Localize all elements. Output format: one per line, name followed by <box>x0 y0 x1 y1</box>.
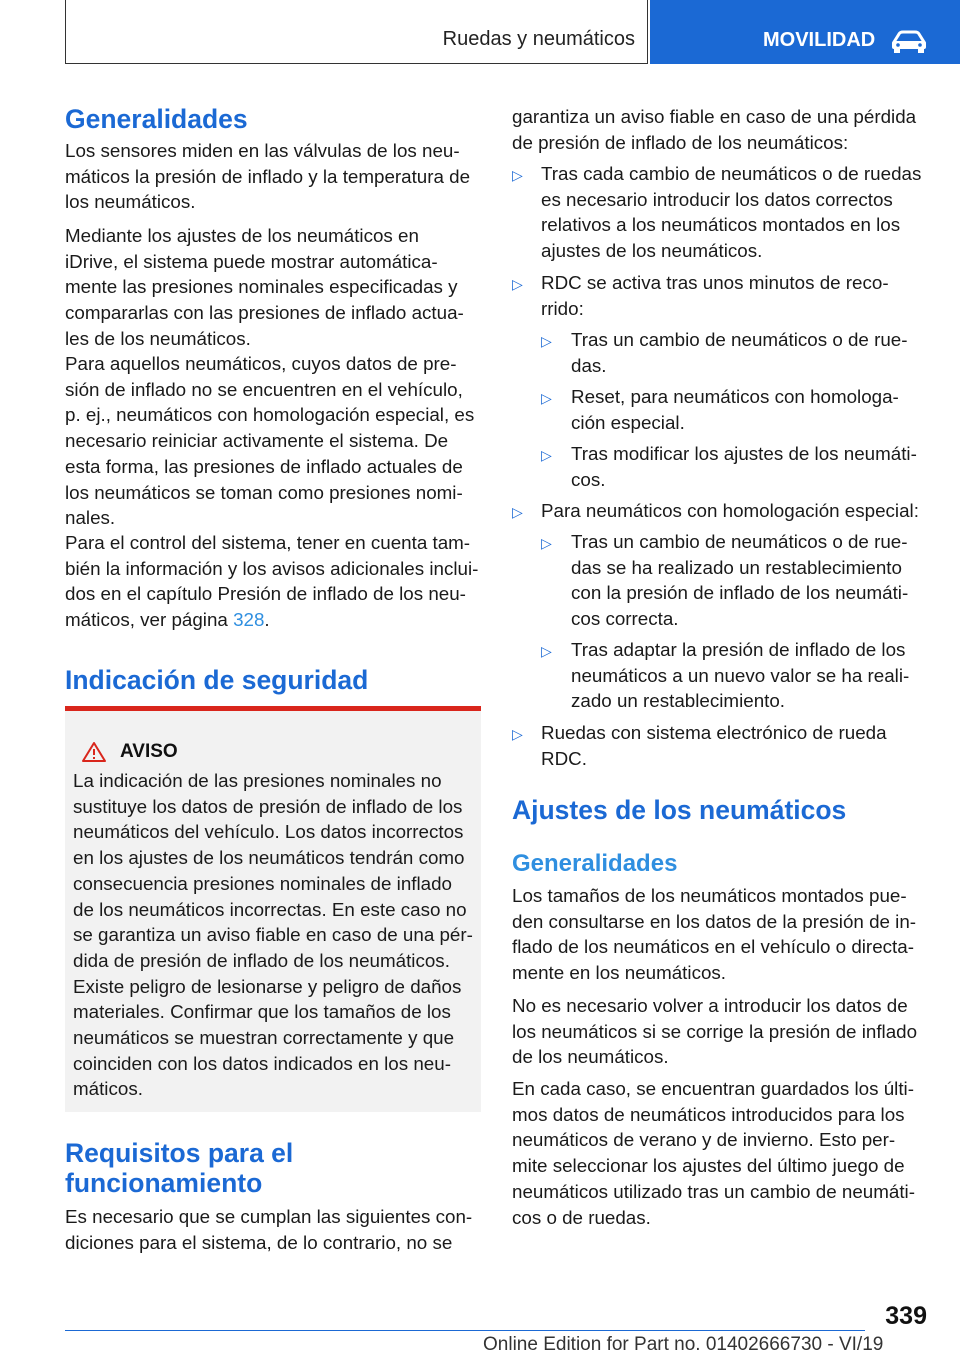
text-line: RDC. <box>541 747 587 769</box>
paragraph-control <box>65 530 481 633</box>
text-line: Los sensores miden en las válvulas de los neu- <box>65 140 460 161</box>
text-line: les de los neumáticos. <box>65 327 251 349</box>
bullet-icon: ▷ <box>512 504 523 520</box>
text-line: mos datos de neumáticos introducidos para los <box>512 1103 905 1125</box>
text-line: máticos. <box>73 1078 143 1100</box>
text-line: Tras modificar los ajustes de los neumáti- <box>571 443 917 464</box>
text-line: No es necesario volver a introducir los datos de <box>512 995 908 1016</box>
text-line: mente las presiones nominales especificadas y <box>65 276 458 298</box>
warning-triangle-icon <box>81 741 107 763</box>
text-line: los neumáticos. <box>65 191 196 213</box>
text-line: das se ha realizado un restablecimiento <box>571 556 902 578</box>
footer-divider <box>65 1330 865 1331</box>
text-fragment: máticos, ver página <box>65 609 234 631</box>
text-line: bién la información y los avisos adicionales inclui- <box>65 557 479 579</box>
heading-line: funcionamiento <box>65 1168 263 1198</box>
text-line: con la presión de inflado de los neumáti- <box>571 582 909 604</box>
text-line: los neumáticos se toman como presiones nomi- <box>65 481 463 503</box>
text-line: los neumáticos si se corrige la presión de inflado <box>512 1020 918 1042</box>
text-line: neumáticos del vehículo. Los datos incorrectos <box>73 821 464 843</box>
heading-line: Requisitos para el <box>65 1138 294 1168</box>
text-line: coinciden con los datos indicados en los neu- <box>73 1052 451 1074</box>
text-line: zado un restablecimiento. <box>571 690 786 712</box>
text-line: Mediante los ajustes de los neumáticos en <box>65 225 419 246</box>
text-line: p. ej., neumáticos con homologación especial, es <box>65 404 475 426</box>
footer-edition: Online Edition for Part no. 01402666730 - VI/19 <box>483 1334 884 1355</box>
text-line: Tras un cambio de neumáticos o de rue- <box>571 329 908 350</box>
text-line: de presión de inflado de los neumáticos: <box>512 131 849 153</box>
list-item <box>541 498 931 524</box>
warning-box <box>65 706 481 1112</box>
bullet-icon: ▷ <box>512 726 523 742</box>
text-line: iDrive, el sistema puede mostrar automática- <box>65 250 438 272</box>
text-line: Reset, para neumáticos con homologa- <box>571 386 899 407</box>
list-item <box>541 161 931 264</box>
text-line: neumáticos se muestran correctamente y que <box>73 1027 455 1049</box>
text-line <box>65 607 481 633</box>
text-line: de los neumáticos. <box>512 1046 669 1068</box>
warning-text <box>73 768 473 1102</box>
list-subitem <box>571 529 931 632</box>
text-line: En cada caso, se encuentran guardados los últi- <box>512 1078 914 1099</box>
heading-ajustes: Ajustes de los neumáticos <box>512 795 847 825</box>
bullet-icon: ▷ <box>541 535 552 551</box>
page-reference-link[interactable]: 328 <box>233 609 265 631</box>
text-line: compararlas con las presiones de inflado actua- <box>65 302 464 324</box>
text-line: dida de presión de inflado de los neumáticos. <box>73 949 450 971</box>
text-line: nales. <box>65 507 116 529</box>
text-line: mite seleccionar los ajustes del último juego de <box>512 1155 905 1177</box>
page-number: 339 <box>885 1302 927 1330</box>
text-line: relativos a los neumáticos montados en los <box>541 214 901 236</box>
text-line: neumáticos a un nuevo valor se ha reali- <box>571 664 910 686</box>
paragraph-no-necesario <box>512 993 930 1070</box>
warning-title: AVISO <box>120 741 178 762</box>
text-fragment: . <box>264 609 270 631</box>
text-line: mente en los neumáticos. <box>512 962 727 984</box>
text-line: de los neumáticos incorrectas. En este caso no <box>73 898 467 920</box>
text-line: Es necesario que se cumplan las siguientes con- <box>65 1206 473 1227</box>
text-line: Ruedas con sistema electrónico de rueda <box>541 722 887 743</box>
header-category-box <box>650 0 960 64</box>
text-line: Para aquellos neumáticos, cuyos datos de pre- <box>65 353 457 374</box>
text-line: cos correcta. <box>571 608 679 630</box>
text-line: RDC se activa tras unos minutos de reco- <box>541 272 889 293</box>
text-line: sustituye los datos de presión de inflado de los <box>73 795 463 817</box>
header-section-title: Ruedas y neumáticos <box>442 28 635 50</box>
text-line: rrido: <box>541 297 584 319</box>
text-line: máticos la presión de inflado y la temperatura de <box>65 165 471 187</box>
paragraph-homologacion <box>65 351 481 531</box>
text-line: garantiza un aviso fiable en caso de una pérdida <box>512 106 917 127</box>
heading-seguridad: Indicación de seguridad <box>65 665 369 695</box>
text-line: La indicación de las presiones nominales no <box>73 770 442 791</box>
text-line: cos. <box>571 468 606 490</box>
heading-generalidades-2: Generalidades <box>512 850 678 877</box>
bullet-icon: ▷ <box>512 167 523 183</box>
bullet-icon: ▷ <box>512 276 523 292</box>
paragraph-guardados <box>512 1076 930 1230</box>
text-line: Tras cada cambio de neumáticos o de ruedas <box>541 163 922 184</box>
text-line: Existe peligro de lesionarse y peligro de daños <box>73 975 462 997</box>
paragraph-idrive <box>65 223 481 352</box>
bullet-icon: ▷ <box>541 390 552 406</box>
heading-generalidades: Generalidades <box>65 104 248 134</box>
bullet-icon: ▷ <box>541 333 552 349</box>
bullet-icon: ▷ <box>541 643 552 659</box>
text-line: es necesario introducir los datos correctos <box>541 188 893 210</box>
text-line: das. <box>571 354 607 376</box>
text-line: ajustes de los neumáticos. <box>541 240 763 262</box>
text-line: materiales. Confirmar que los tamaños de los <box>73 1001 451 1023</box>
text-line: cos o de ruedas. <box>512 1206 651 1228</box>
text-line: se garantiza un aviso fiable en caso de una pér- <box>73 924 473 946</box>
header-category-label: MOVILIDAD <box>763 29 876 51</box>
text-line: Para el control del sistema, tener en cuenta tam- <box>65 532 471 553</box>
text-line: neumáticos de verano y de invierno. Esto per- <box>512 1129 896 1151</box>
list-subitem <box>571 637 931 714</box>
list-subitem <box>571 327 931 378</box>
text-line: Tras un cambio de neumáticos o de rue- <box>571 531 908 552</box>
bullet-icon: ▷ <box>541 447 552 463</box>
text-line: neumáticos utilizado tras un cambio de neumáti- <box>512 1180 915 1202</box>
header-section-box <box>65 0 648 64</box>
list-subitem <box>571 441 931 492</box>
text-line: diciones para el sistema, de lo contrario, no se <box>65 1231 453 1253</box>
text-line: flado de los neumáticos en el vehículo o directa- <box>512 936 914 958</box>
heading-requisitos <box>65 1138 481 1198</box>
text-line: en los ajustes de los neumáticos tendrán como <box>73 847 465 869</box>
list-item <box>541 270 931 321</box>
text-line: necesario reiniciar activamente el sistema. De <box>65 430 449 452</box>
paragraph-tamanos <box>512 883 930 986</box>
text-line: esta forma, las presiones de inflado actuales de <box>65 455 463 477</box>
text-line: Los tamaños de los neumáticos montados pue- <box>512 885 907 906</box>
list-subitem <box>571 384 931 435</box>
text-line: dos en el capítulo Presión de inflado de los neu- <box>65 583 466 605</box>
text-line: den consultarse en los datos de la presión de in- <box>512 910 917 932</box>
paragraph-sensores <box>65 138 481 215</box>
text-line: Tras adaptar la presión de inflado de los <box>571 639 906 660</box>
paragraph-continuation <box>512 104 930 155</box>
text-line: ción especial. <box>571 411 685 433</box>
paragraph-requisitos <box>65 1204 481 1255</box>
text-line: consecuencia presiones nominales de inflado <box>73 872 452 894</box>
car-icon <box>890 30 928 54</box>
list-item <box>541 720 931 771</box>
text-line: sión de inflado no se encuentren en el vehículo, <box>65 378 463 400</box>
text-line: Para neumáticos con homologación especial: <box>541 500 919 521</box>
